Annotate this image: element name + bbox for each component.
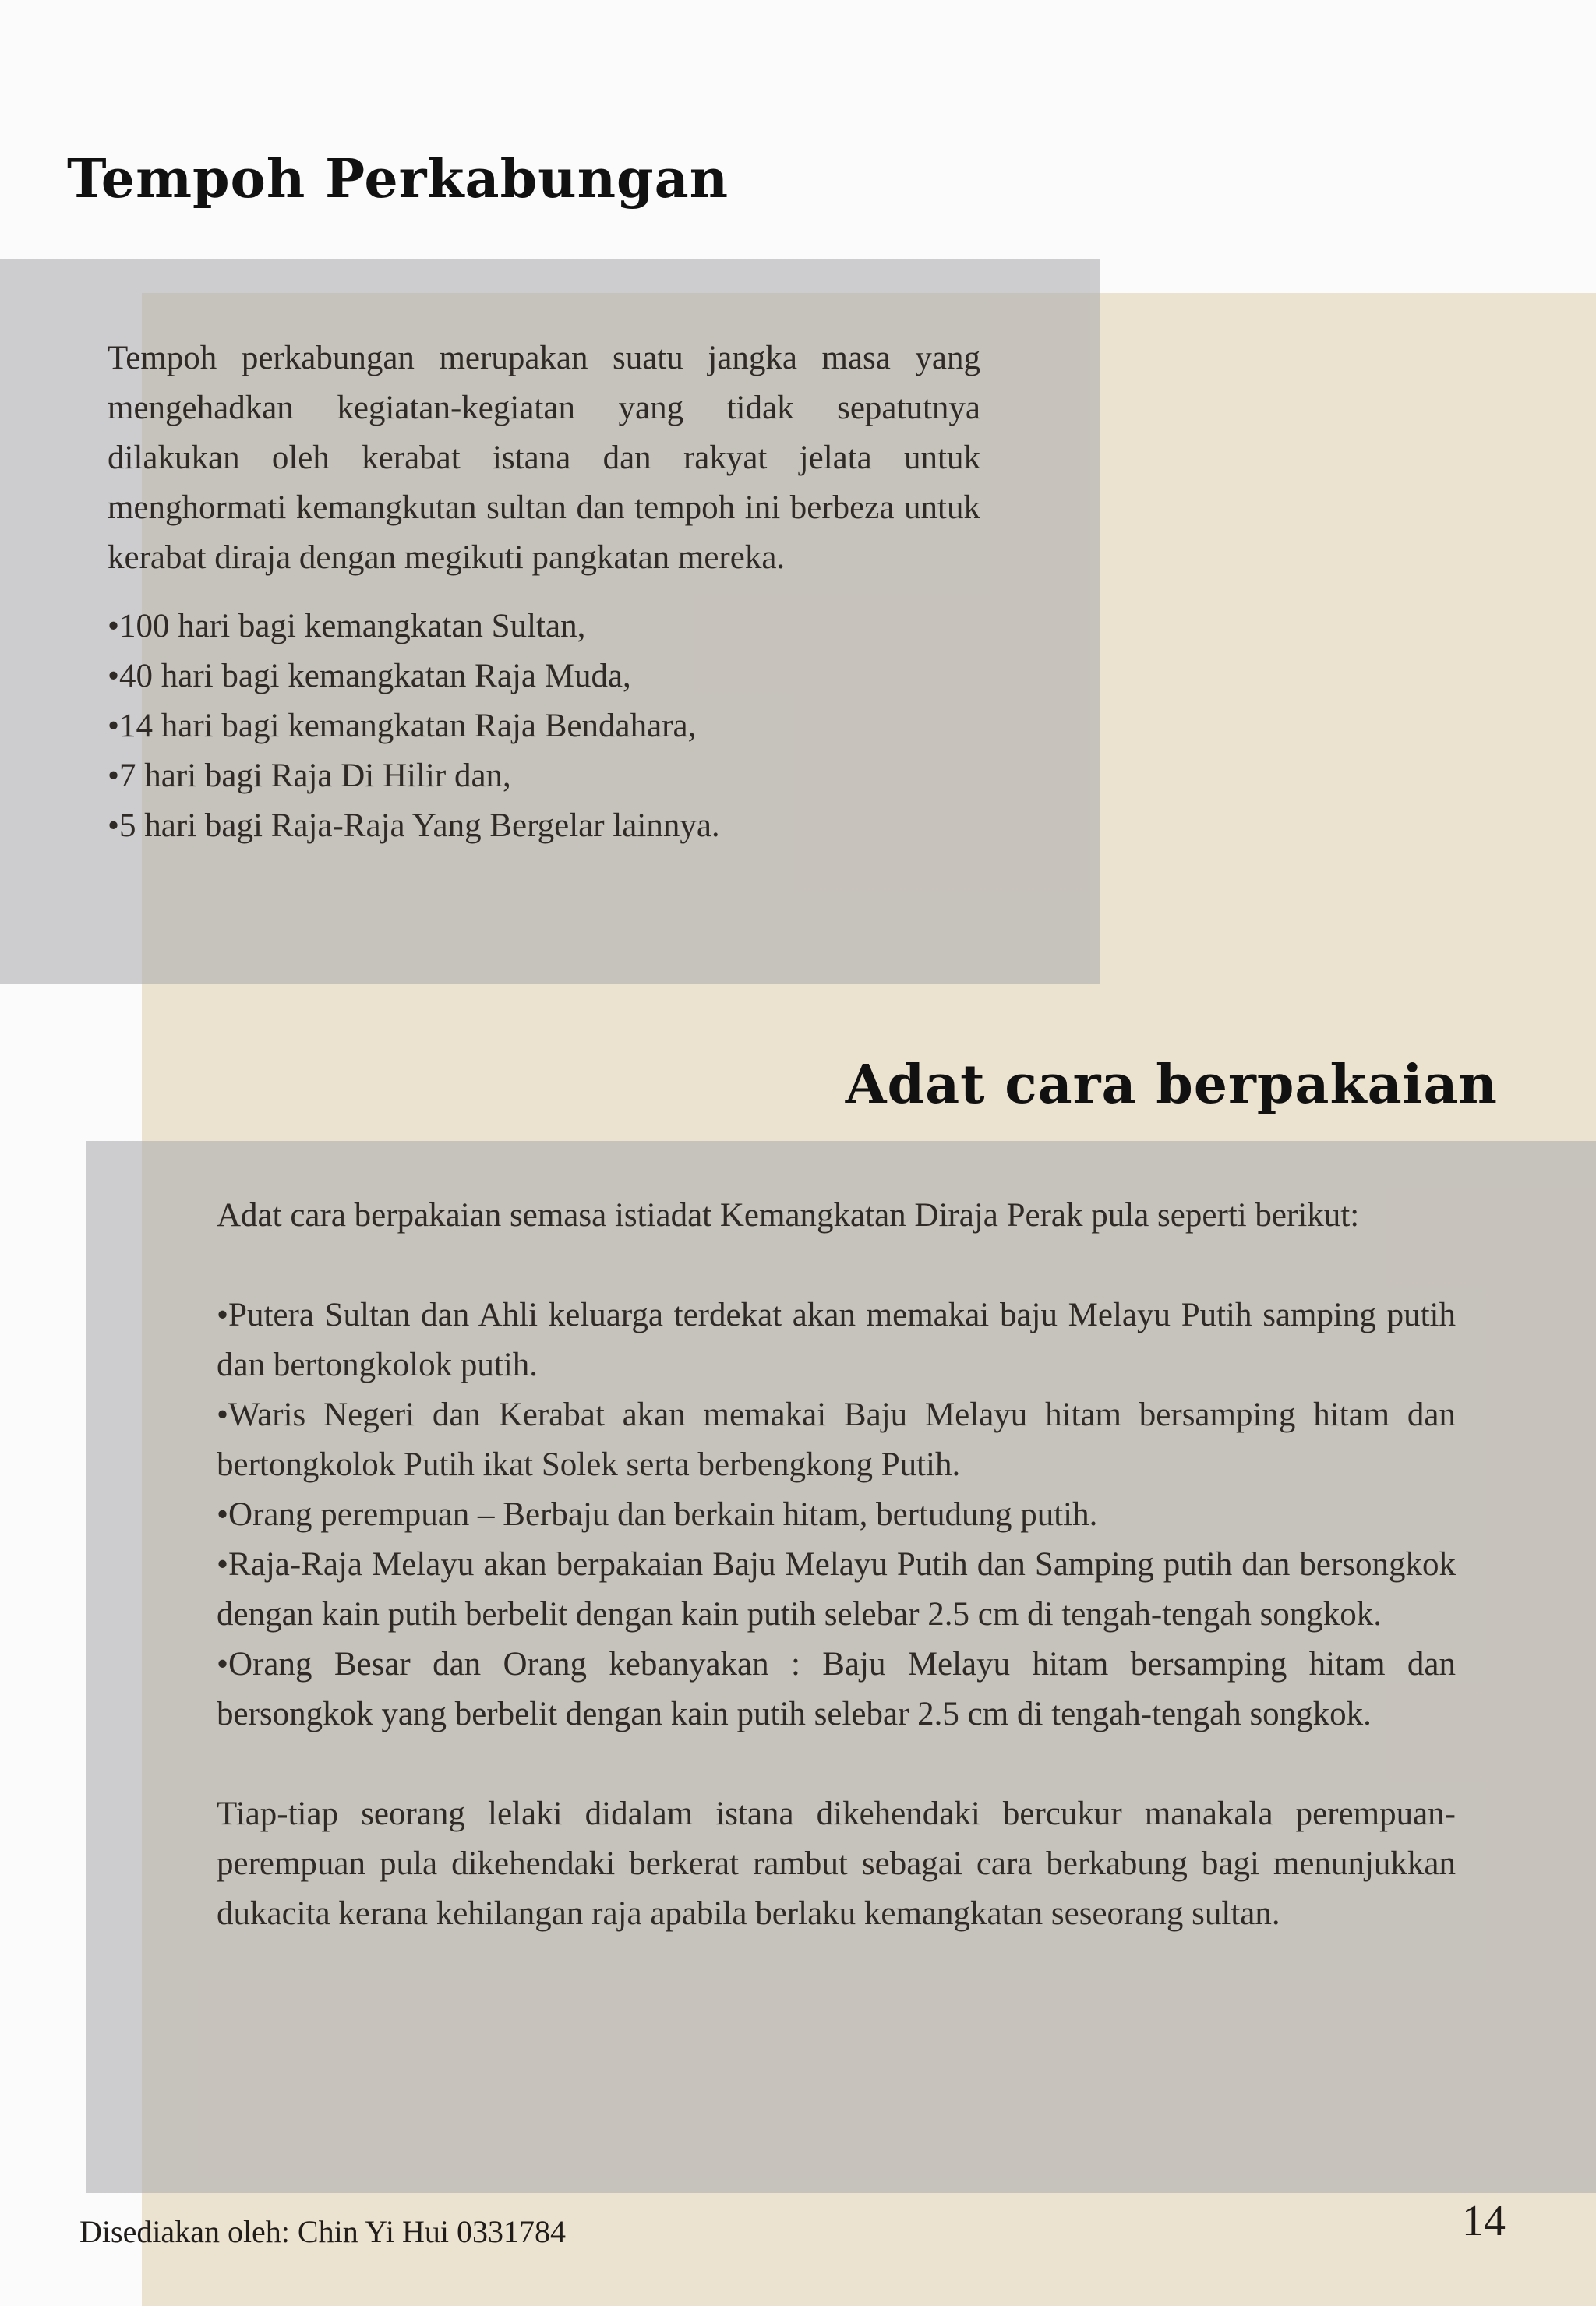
dress-code-closing: Tiap-tiap seorang lelaki didalam istana dikehendaki bercukur manakala perempuan-perempuan pula dikehendaki berkerat rambut sebagai cara berkabung bagi menunjukkan dukacita kerana kehilangan raja apabila berlaku kemangkatan seseorang sultan.	[217, 1796, 1456, 1932]
list-item: •7 hari bagi Raja Di Hilir dan,	[108, 757, 511, 794]
list-item: •40 hari bagi kemangkatan Raja Muda,	[108, 658, 631, 694]
mourning-period-paragraph: Tempoh perkabungan merupakan suatu jangka masa yang mengehadkan kegiatan-kegiatan yang tidak sepatutnya dilakukan oleh kerabat istana dan rakyat jelata untuk menghormati kemangkutan sultan dan tempoh ini berbeza untuk kerabat diraja dengan megikuti pangkatan mereka.	[108, 340, 980, 576]
mourning-period-list	[108, 602, 980, 851]
list-item: •14 hari bagi kemangkatan Raja Bendahara,	[108, 708, 697, 744]
list-item: •Putera Sultan dan Ahli keluarga terdekat akan memakai baju Melayu Putih samping putih dan bertongkolok putih.	[217, 1297, 1456, 1383]
dress-code-list	[217, 1291, 1456, 1739]
section-title-adat-cara-berpakaian: Adat cara berpakaian	[845, 1054, 1498, 1116]
list-item: •Raja-Raja Melayu akan berpakaian Baju Melayu Putih dan Samping putih dan bersongkok dengan kain putih berbelit dengan kain putih selebar 2.5 cm di tengah-tengah songkok.	[217, 1546, 1456, 1633]
footer-credit: Disediakan oleh: Chin Yi Hui 0331784	[79, 2214, 567, 2249]
list-item: •100 hari bagi kemangkatan Sultan,	[108, 608, 586, 644]
section-title-tempoh-perkabungan: Tempoh Perkabungan	[67, 148, 729, 210]
list-item: •5 hari bagi Raja-Raja Yang Bergelar lainnya.	[108, 807, 720, 844]
dress-code-intro: Adat cara berpakaian semasa istiadat Kemangkatan Diraja Perak pula seperti berikut:	[217, 1197, 1360, 1234]
page-number: 14	[1462, 2197, 1506, 2245]
mourning-period-content	[108, 334, 980, 851]
dress-code-content	[217, 1191, 1456, 1939]
list-item: •Waris Negeri dan Kerabat akan memakai Baju Melayu hitam bersamping hitam dan bertongkolok Putih ikat Solek serta berbengkong Putih.	[217, 1397, 1456, 1483]
list-item: •Orang perempuan – Berbaju dan berkain hitam, bertudung putih.	[217, 1496, 1098, 1533]
list-item: •Orang Besar dan Orang kebanyakan : Baju Melayu hitam bersamping hitam dan bersongkok yang berbelit dengan kain putih selebar 2.5 cm di tengah-tengah songkok.	[217, 1646, 1456, 1732]
